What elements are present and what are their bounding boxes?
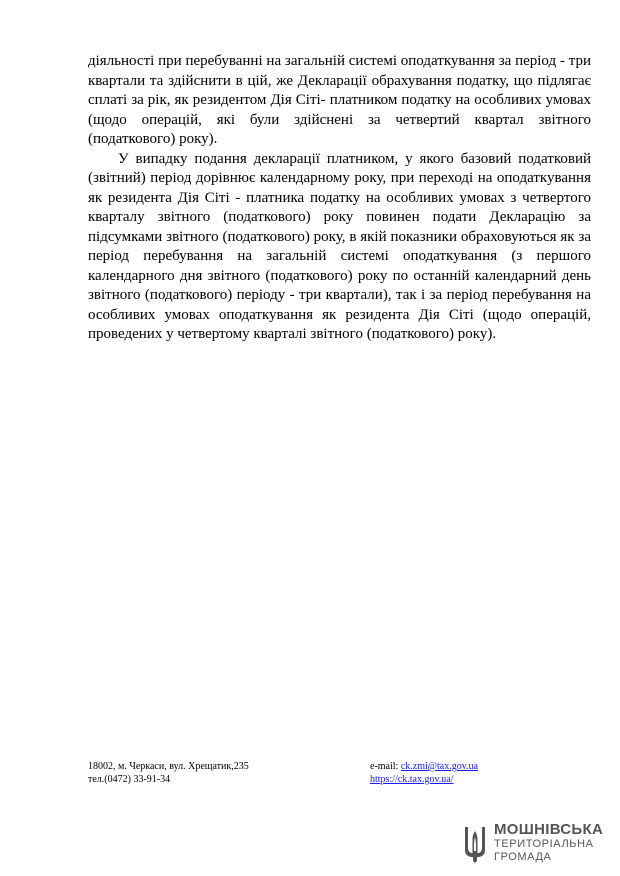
community-logo bbox=[462, 822, 604, 868]
paragraph-continuation: діяльності при перебуванні на загальній системі оподаткування за період - три квартали та здійснити в цій, же Декларації обрахування податку, що підлягає сплаті за рік, як резидентом Дія Сіті- платником податку на особливих умовах (щодо операцій, які були здійснені за четвертий квартал звітного (податкового) року). bbox=[88, 53, 591, 147]
email-prefix: e-mail: bbox=[370, 761, 401, 772]
logo-line-3: ГРОМАДА bbox=[494, 850, 552, 863]
logo-line-2: ТЕРИТОРІАЛЬНА bbox=[494, 838, 594, 850]
footer-website-line bbox=[370, 773, 478, 786]
logo-line-1: МОШНІВСЬКА bbox=[494, 821, 604, 838]
footer-email-line bbox=[370, 760, 478, 773]
paragraph-declaration-filing: У випадку подання декларації платником, у якого базовий податковий (звітний) період дорівнює календарному року, при переході на оподаткування як резидента Дія Сіті - платника податку на особливих умовах з четвертого кварталу звітного (податкового) року повинен подати Декларацію за підсумками звітного (податкового) року, в якій показники обраховуються як за період перебування на загальній системі оподаткування (з першого календарного дня звітного (податкового) року по останній календарний день звітного (податкового) періоду - три квартали), так і за період перебування на особливих умовах оподаткування як резидента Дія Сіті (щодо операцій, проведених у четвертому кварталі звітного (податкового) року). bbox=[88, 150, 591, 342]
footer-address: 18002, м. Черкаси, вул. Хрещатик,235 bbox=[88, 761, 249, 772]
footer-phone: тел.(0472) 33-91-34 bbox=[88, 774, 171, 785]
email-link[interactable]: ck.zmi@tax.gov.ua bbox=[400, 761, 478, 772]
website-link[interactable]: https://ck.tax.gov.ua/ bbox=[370, 774, 454, 785]
document-body bbox=[88, 52, 591, 345]
logo-text bbox=[494, 822, 603, 863]
footer-contacts bbox=[88, 760, 249, 786]
trident-icon bbox=[462, 824, 488, 864]
footer-online bbox=[370, 760, 478, 786]
